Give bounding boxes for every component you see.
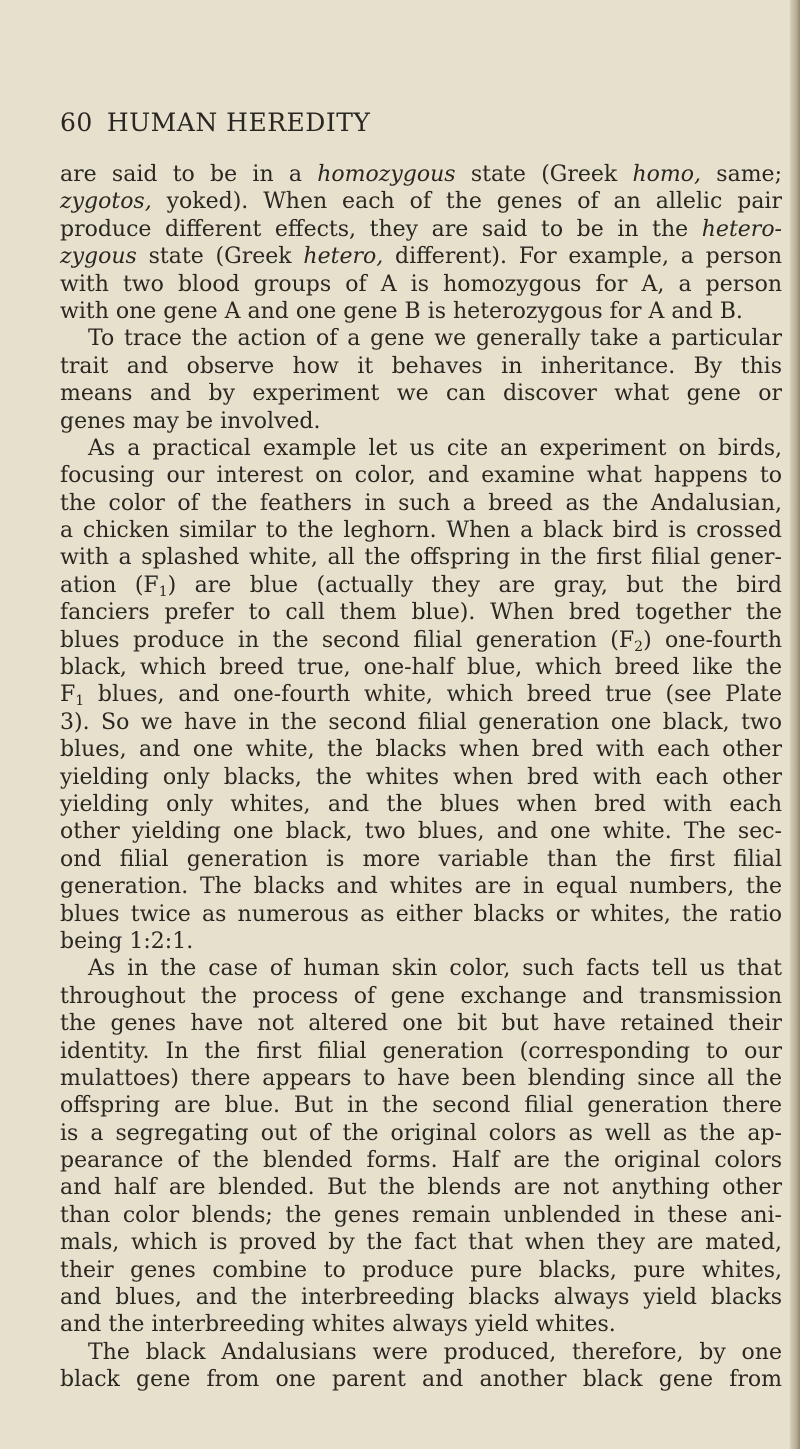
text-run: means and by experiment we can discover what gene or — [60, 381, 782, 407]
text-line — [60, 818, 782, 845]
text-line — [60, 1202, 782, 1229]
text-line — [60, 380, 782, 407]
text-run: mulattoes) there appears to have been blending since all the — [60, 1065, 782, 1091]
text-line — [60, 1339, 782, 1366]
text-run: the color of the feathers in such a breed as the Andalusian, — [60, 490, 782, 516]
text-run: with one gene A and one gene B is heterozygous for A and B. — [60, 298, 743, 324]
text-run: the genes have not altered one bit but have retained their — [60, 1011, 782, 1037]
subscript: 1 — [158, 583, 168, 600]
text-run: produce different effects, they are said to be in the — [60, 216, 702, 242]
text-line — [60, 1092, 782, 1119]
running-header — [60, 108, 370, 137]
text-run: a chicken similar to the leghorn. When a black bird is crossed — [60, 518, 782, 544]
subscript: 2 — [634, 638, 644, 655]
text-line — [60, 408, 782, 435]
text-line — [60, 243, 782, 270]
text-run: F — [60, 682, 76, 708]
text-line — [60, 1284, 782, 1311]
text-line — [60, 928, 782, 955]
text-run: As in the case of human skin color, such facts tell us that — [88, 956, 782, 982]
italic-term: hetero- — [701, 216, 782, 242]
text-line — [60, 462, 782, 489]
text-run: are said to be in a — [60, 162, 318, 187]
page-number: 60 — [60, 108, 93, 137]
text-run: blues twice as numerous as either blacks or whites, the ratio — [60, 901, 782, 927]
italic-term: zygous — [60, 244, 137, 270]
text-run: identity. In the first filial generation (corresponding to our — [60, 1038, 782, 1064]
text-run: yielding only whites, and the blues when bred with each — [60, 791, 782, 817]
text-line — [60, 1038, 782, 1065]
text-line — [60, 901, 782, 928]
text-line — [60, 1120, 782, 1147]
body-text — [60, 161, 782, 1394]
text-run: other yielding one black, two blues, and one white. The sec- — [60, 819, 782, 845]
text-run: ond filial generation is more variable than the first filial — [60, 846, 782, 872]
text-line — [60, 846, 782, 873]
text-run: The black Andalusians were produced, therefore, by one — [88, 1339, 782, 1365]
text-line — [60, 216, 782, 243]
text-run: blues produce in the second filial generation (F — [60, 627, 635, 653]
text-run: throughout the process of gene exchange and transmission — [60, 983, 782, 1009]
text-line — [60, 1257, 782, 1284]
italic-term: zygotos, — [60, 189, 152, 215]
text-line — [60, 1311, 782, 1338]
text-run: state (Greek — [136, 244, 304, 270]
text-line — [60, 983, 782, 1010]
text-run: with a splashed white, all the offspring in the first filial gener- — [60, 545, 782, 571]
text-run: than color blends; the genes remain unblended in these ani- — [60, 1202, 782, 1228]
text-line — [60, 709, 782, 736]
italic-term: homozygous — [317, 162, 456, 187]
text-run: different). For example, a person — [383, 244, 783, 270]
text-run: pearance of the blended forms. Half are the original colors — [60, 1148, 782, 1174]
text-run: same; — [701, 162, 782, 187]
text-run: focusing our interest on color, and examine what happens to — [60, 463, 782, 489]
text-run: offspring are blue. But in the second filial generation there — [60, 1093, 782, 1119]
text-line — [60, 1065, 782, 1092]
text-line — [60, 654, 782, 681]
text-run: mals, which is proved by the fact that when they are mated, — [60, 1230, 782, 1256]
text-line — [60, 271, 782, 298]
text-line — [60, 764, 782, 791]
text-line — [60, 681, 782, 708]
text-line — [60, 1174, 782, 1201]
text-run: genes may be involved. — [60, 408, 321, 434]
text-run: state (Greek — [455, 162, 633, 187]
text-line — [60, 188, 782, 215]
text-run: trait and observe how it behaves in inheritance. By this — [60, 353, 782, 379]
text-line — [60, 517, 782, 544]
text-run: To trace the action of a gene we generally take a particular — [88, 326, 782, 352]
text-run: being 1:2:1. — [60, 928, 194, 954]
text-run: yoked). When each of the genes of an allelic pair — [151, 189, 782, 215]
text-run: with two blood groups of A is homozygous for A, a person — [60, 271, 782, 297]
text-run: and the interbreeding whites always yield whites. — [60, 1312, 616, 1338]
text-line — [60, 325, 782, 352]
text-line — [60, 544, 782, 571]
text-line — [60, 1366, 782, 1393]
text-line — [60, 161, 782, 188]
text-line — [60, 572, 782, 599]
text-line — [60, 873, 782, 900]
text-run: their genes combine to produce pure blacks, pure whites, — [60, 1257, 782, 1283]
subscript: 1 — [75, 693, 85, 710]
text-run: fanciers prefer to call them blue). When bred together the — [60, 600, 782, 626]
text-line — [60, 736, 782, 763]
page-edge — [790, 0, 800, 1449]
text-line — [60, 353, 782, 380]
text-line — [60, 298, 782, 325]
text-line — [60, 791, 782, 818]
text-run: blues, and one white, the blacks when bred with each other — [60, 737, 782, 763]
text-run: ) are blue (actually they are gray, but the bird — [167, 572, 782, 598]
text-run: blues, and one-fourth white, which breed true (see Plate — [84, 682, 782, 708]
text-line — [60, 599, 782, 626]
text-line — [60, 955, 782, 982]
italic-term: homo, — [632, 162, 702, 187]
text-run: is a segregating out of the original colors as well as the ap- — [60, 1120, 782, 1146]
running-title: HUMAN HEREDITY — [106, 108, 371, 137]
text-run: As a practical example let us cite an experiment on birds, — [88, 435, 782, 461]
text-run: black, which breed true, one-half blue, which breed like the — [60, 655, 782, 681]
text-line — [60, 1010, 782, 1037]
text-line — [60, 627, 782, 654]
text-run: and half are blended. But the blends are not anything other — [60, 1175, 782, 1201]
text-line — [60, 1147, 782, 1174]
text-run: generation. The blacks and whites are in equal numbers, the — [60, 874, 782, 900]
text-line — [60, 1229, 782, 1256]
text-run: yielding only blacks, the whites when bred with each other — [60, 764, 782, 790]
italic-term: hetero, — [303, 244, 384, 270]
text-run: ation (F — [60, 572, 159, 598]
text-run: and blues, and the interbreeding blacks always yield blacks — [60, 1285, 782, 1311]
text-run: ) one-fourth — [643, 627, 782, 653]
text-line — [60, 490, 782, 517]
text-run: 3). So we have in the second filial generation one black, two — [60, 709, 782, 735]
text-run: black gene from one parent and another black gene from — [60, 1367, 782, 1393]
text-line — [60, 435, 782, 462]
